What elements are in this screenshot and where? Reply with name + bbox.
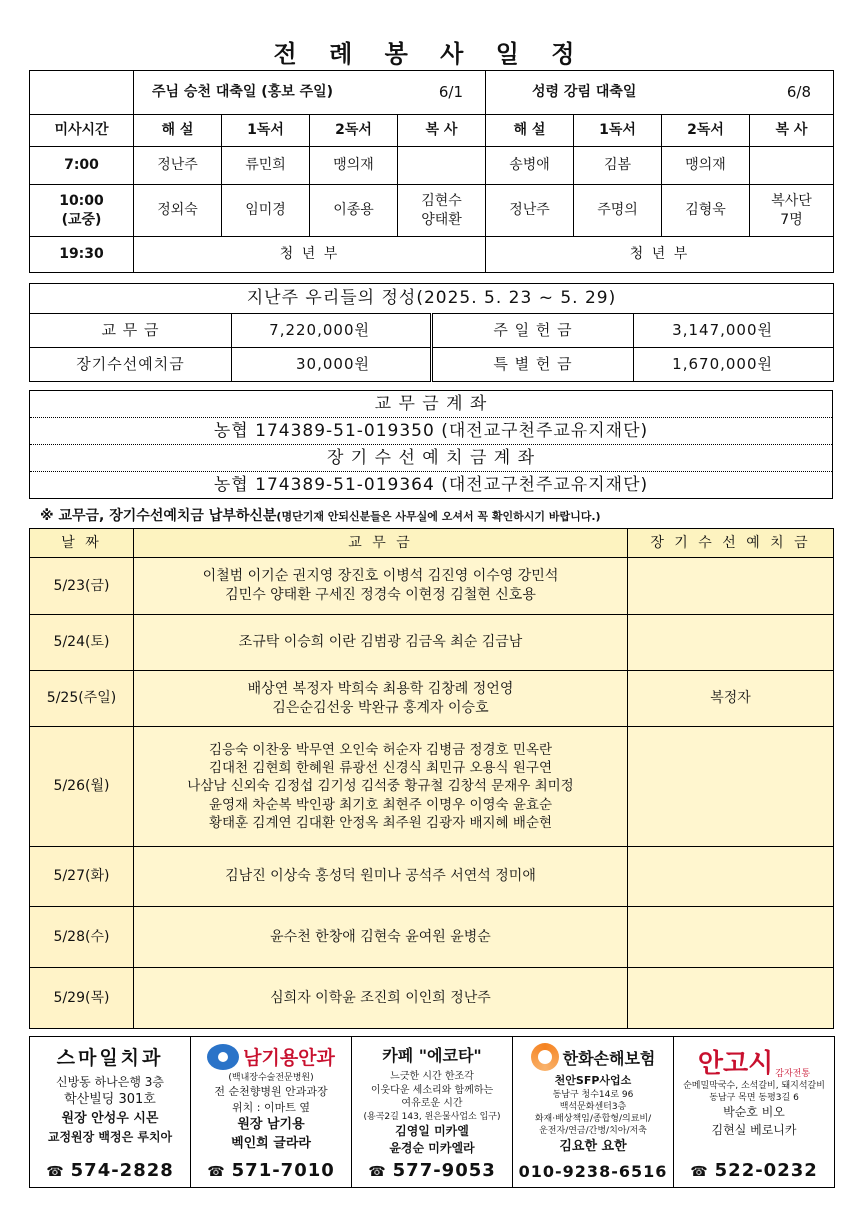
repair-fund-names: 복정자 [628,671,834,727]
youth-group-cell: 청 년 부 [134,237,486,273]
donor-names: 배상연 복정자 박희숙 최용학 김창례 정언영 김은순김선웅 박완규 홍계자 이승호 [134,671,628,727]
header-reading2: 2독서 [662,115,750,147]
repair-fund-names [628,727,834,847]
phone-icon: ☎ [368,1164,387,1180]
ad-phone: ☎ 577-9053 [368,1160,496,1181]
ad-smile-dental: 스마일치과 신방동 하나은행 3층 학산빌딩 301호 원장 안성우 시몬 교정원장 백정은 루치아 ☎ 574-2828 [30,1037,191,1187]
schedule-cell: 정외숙 [134,185,222,237]
feast-pentecost: 성령 강림 대축일 6/8 [486,71,834,115]
ad-phone: ☎ 522-0232 [690,1160,818,1181]
donor-list-table [29,528,834,1029]
offering-label: 특 별 헌 금 [432,348,634,382]
ad-angosi-restaurant: 안고시 감자전통 순메밀막국수, 소석갈비, 돼지석갈비 동남구 목면 동평3길 6 박순호 비오 김현실 베로니카 ☎ 522-0232 [674,1037,834,1187]
header-commentary: 해 설 [486,115,574,147]
header-repair-fund: 장 기 수 선 예 치 금 [628,529,834,558]
donor-date: 5/27(화) [30,847,134,907]
bank-accounts-table [29,390,833,499]
eye-logo-icon [207,1044,239,1070]
repair-fund-names [628,558,834,615]
donor-names: 이철범 이기순 권지영 장진호 이병석 김진영 이수영 강민석 김민수 양태환 구세진 정경숙 이현정 김철현 신호용 [134,558,628,615]
offering-value: 1,670,000원 [634,348,834,382]
offering-label: 주 일 헌 금 [432,314,634,348]
repair-fund-names [628,615,834,671]
mass-time: 19:30 [30,237,134,273]
youth-group-cell: 청 년 부 [486,237,834,273]
schedule-cell: 복사단 7명 [750,185,834,237]
payment-notice: ※ 교무금, 장기수선예치금 납부하신분(명단기재 안되신분들은 사무실에 오셔서 꼭 확인하시기 바랍니다.) [40,508,601,524]
account-number: 농협 174389-51-019350 (대전교구천주교유지재단) [30,418,833,445]
repair-fund-names [628,968,834,1029]
offering-label: 장기수선예치금 [30,348,232,382]
offering-value: 30,000원 [232,348,432,382]
header-date: 날 짜 [30,529,134,558]
restaurant-logo: 안고시 [697,1049,774,1079]
header-server: 복 사 [750,115,834,147]
schedule-cell: 류민희 [222,147,310,185]
schedule-cell: 맹의재 [662,147,750,185]
schedule-cell [750,147,834,185]
schedule-cell: 김형욱 [662,185,750,237]
corner-cell [30,71,134,115]
header-commentary: 해 설 [134,115,222,147]
account-heading: 교 무 금 계 좌 [30,391,833,418]
schedule-cell: 김현수 양태환 [398,185,486,237]
repair-fund-names [628,907,834,968]
feast-ascension: 주님 승천 대축일 (홍보 주일) 6/1 [134,71,486,115]
ad-cafe-ecota: 카페 "에코타" 느긋한 시간 한조각 이웃다운 세소리와 함께하는 여유로운 시간 (용곡2길 143, 윈은물사업소 입구) 김영일 미카엘 윤경순 미카엘라 ☎ 577-9053 [352,1037,513,1187]
ad-nam-eye-clinic: 남기용안과 (백내장수술전문병원) 전 순천향병원 안과과장 위치 : 이마트 옆 원장 남기용 벡인희 글라라 ☎ 571-7010 [191,1037,352,1187]
page-title: 전 례 봉 사 일 정 [273,40,587,68]
phone-icon: ☎ [690,1164,709,1180]
offering-title: 지난주 우리들의 정성(2025. 5. 23 ~ 5. 29) [30,284,834,314]
header-mass-time: 미사시간 [30,115,134,147]
ad-phone: 010-9238-6516 [518,1162,668,1181]
donor-names: 조규탁 이승희 이란 김범광 김금옥 최순 김금남 [134,615,628,671]
account-heading: 장 기 수 선 예 치 금 계 좌 [30,445,833,472]
header-reading1: 1독서 [222,115,310,147]
schedule-cell [398,147,486,185]
donor-names: 김남진 이상숙 홍성덕 원미나 공석주 서연석 정미애 [134,847,628,907]
schedule-cell: 맹의재 [310,147,398,185]
schedule-cell: 정난주 [486,185,574,237]
header-server: 복 사 [398,115,486,147]
offering-summary-table [29,283,834,382]
repair-fund-names [628,847,834,907]
ad-phone: ☎ 574-2828 [46,1160,174,1181]
ad-phone: ☎ 571-7010 [207,1160,335,1181]
schedule-cell: 이종용 [310,185,398,237]
header-reading1: 1독서 [574,115,662,147]
ad-hanwha-insurance: 한화손해보험 천안SFP사업소 동남구 청수14로 96 백석문화센터3층 화재·배상책임/종합형/의료비/ 운전자/연금/간병/치아/저축 김요한 요한 010-9238-6516 [513,1037,674,1187]
phone-icon: ☎ [46,1164,65,1180]
donor-date: 5/28(수) [30,907,134,968]
sponsor-ads [29,1036,835,1188]
schedule-cell: 김봄 [574,147,662,185]
offering-label: 교 무 금 [30,314,232,348]
schedule-cell: 임미경 [222,185,310,237]
mass-time: 7:00 [30,147,134,185]
donor-date: 5/24(토) [30,615,134,671]
donor-date: 5/26(월) [30,727,134,847]
mass-time: 10:00 (교중) [30,185,134,237]
header-reading2: 2독서 [310,115,398,147]
schedule-cell: 주명의 [574,185,662,237]
schedule-cell: 송병애 [486,147,574,185]
donor-date: 5/25(주일) [30,671,134,727]
liturgy-schedule-table [29,70,834,273]
hanwha-logo-icon [531,1043,559,1071]
schedule-cell: 정난주 [134,147,222,185]
phone-icon: ☎ [207,1164,226,1180]
donor-names: 김응숙 이찬웅 박무연 오인숙 허순자 김병금 정경호 민옥란 김대천 김현희 한혜원 류광선 신경식 최민규 오용식 원구연 나삼남 신외숙 김정섭 김기성 김석중 황규철 김창석 문재우 최미정 윤영재 차순복 박인광 최기호 최현주 이명우 이영숙 윤효순 황태훈 김계연 김대환 안정옥 최주원 김광자 배지혜 배순현 [134,727,628,847]
donor-names: 윤수천 한창애 김현숙 윤여원 윤병순 [134,907,628,968]
offering-value: 7,220,000원 [232,314,432,348]
offering-value: 3,147,000원 [634,314,834,348]
donor-date: 5/23(금) [30,558,134,615]
donor-names: 심희자 이학윤 조진희 이인희 정난주 [134,968,628,1029]
account-number: 농협 174389-51-019364 (대전교구천주교유지재단) [30,472,833,499]
header-church-dues: 교 무 금 [134,529,628,558]
donor-date: 5/29(목) [30,968,134,1029]
